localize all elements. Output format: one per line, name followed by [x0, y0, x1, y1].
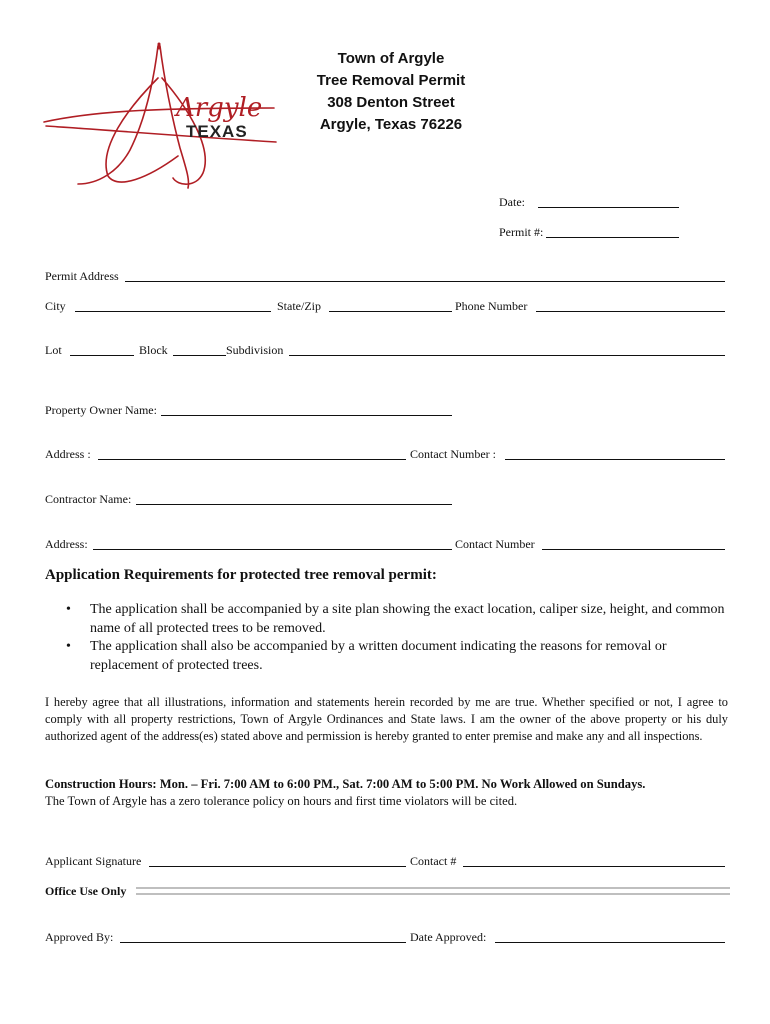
requirements-list [62, 601, 732, 675]
state-zip-label: State/Zip [277, 299, 321, 313]
date-label: Date: [499, 195, 525, 209]
logo-state-text: TEXAS [186, 122, 248, 141]
street-address: 308 Denton Street [327, 94, 455, 111]
bullet-icon: • [66, 602, 71, 617]
contractor-contact-label: Contact Number [455, 537, 535, 551]
state-zip-field[interactable] [329, 311, 452, 312]
lot-label: Lot [45, 343, 62, 357]
owner-name-field[interactable] [161, 415, 452, 416]
bullet-icon: • [66, 639, 71, 654]
subdivision-label: Subdivision [226, 343, 284, 357]
permit-address-field[interactable] [125, 281, 725, 282]
office-divider [136, 887, 730, 895]
block-field[interactable] [173, 355, 226, 356]
signature-contact-label: Contact # [410, 854, 457, 868]
applicant-signature-label: Applicant Signature [45, 854, 142, 868]
phone-field[interactable] [536, 311, 725, 312]
city-field[interactable] [75, 311, 271, 312]
hours-policy: The Town of Argyle has a zero tolerance policy on hours and first time violators will be cited. [45, 794, 518, 808]
approved-by-field[interactable] [120, 942, 406, 943]
requirement-text: The application shall be accompanied by a site plan showing the exact location, caliper size, height, and common name of all protected trees to be removed. [90, 602, 725, 636]
permit-address-label: Permit Address [45, 269, 119, 283]
owner-contact-label: Contact Number : [410, 447, 496, 461]
city-state-zip: Argyle, Texas 76226 [319, 116, 463, 133]
logo-script-text: Argyle [176, 93, 263, 123]
permit-number-field[interactable] [546, 237, 679, 238]
subdivision-field[interactable] [289, 355, 725, 356]
list-item [62, 601, 732, 638]
requirements-title: Application Requirements for protected tree removal permit: [45, 567, 437, 583]
contractor-name-field[interactable] [136, 504, 452, 505]
list-item [62, 638, 732, 675]
owner-name-label: Property Owner Name: [45, 403, 157, 417]
applicant-signature-field[interactable] [149, 866, 406, 867]
town-name: Town of Argyle [337, 50, 445, 67]
form-title: Tree Removal Permit [316, 72, 466, 89]
signature-contact-field[interactable] [463, 866, 725, 867]
phone-label: Phone Number [455, 299, 528, 313]
owner-address-field[interactable] [98, 459, 406, 460]
date-field[interactable] [538, 207, 679, 208]
date-approved-field[interactable] [495, 942, 725, 943]
approved-by-label: Approved By: [45, 930, 114, 944]
city-label: City [45, 299, 66, 313]
agreement-text: I hereby agree that all illustrations, information and statements herein recorded by me are true. Whether specified or not, I agree to comply with all property restrictions, Town of Argyle Ordinances and State laws. I am the owner of the above property or his duly authorized agent of the address(es) stated above and permission is hereby granted to enter premise and make any and all inspections. [45, 695, 728, 743]
date-approved-label: Date Approved: [410, 930, 487, 944]
lot-field[interactable] [70, 355, 134, 356]
permit-number-label: Permit #: [499, 225, 544, 239]
owner-address-label: Address : [45, 447, 91, 461]
requirement-text: The application shall also be accompanied by a written document indicating the reasons for removal or replacement of protected trees. [90, 639, 667, 673]
contractor-contact-field[interactable] [542, 549, 725, 550]
block-label: Block [139, 343, 168, 357]
contractor-address-label: Address: [45, 537, 88, 551]
hours-bold: Construction Hours: Mon. – Fri. 7:00 AM to 6:00 PM., Sat. 7:00 AM to 5:00 PM. No Work Allowed on Sundays. [45, 777, 646, 791]
construction-hours [45, 776, 645, 810]
contractor-name-label: Contractor Name: [45, 492, 132, 506]
office-use-title: Office Use Only [45, 884, 127, 898]
contractor-address-field[interactable] [93, 549, 452, 550]
owner-contact-field[interactable] [505, 459, 725, 460]
town-logo [38, 38, 284, 190]
